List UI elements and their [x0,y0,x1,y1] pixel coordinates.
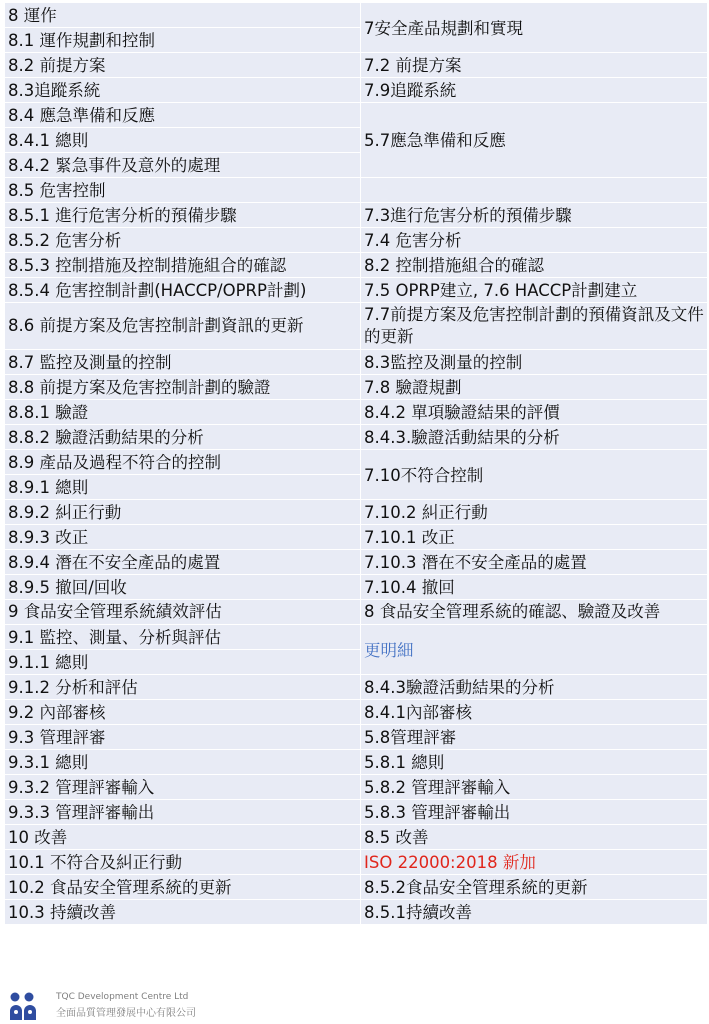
table-row [5,500,708,525]
iso2018-clause-cell: 9 食品安全管理系統績效評估 [5,600,361,625]
table-row [5,450,708,475]
iso2018-clause-cell: 9.3.3 管理評審輸出 [5,800,361,825]
iso2018-clause-cell: 8.8 前提方案及危害控制計劃的驗證 [5,375,361,400]
iso2005-clause-cell: 5.7應急準備和反應 [361,103,708,178]
iso2005-clause-cell: 7.10不符合控制 [361,450,708,500]
clause-comparison-table [4,2,708,925]
table-row [5,350,708,375]
iso2005-clause-cell: 7.7前提方案及危害控制計劃的預備資訊及文件的更新 [361,303,708,350]
iso2018-clause-cell: 8.9.4 潛在不安全產品的處置 [5,550,361,575]
table-row [5,700,708,725]
table-row [5,800,708,825]
iso2018-clause-cell: 9.1.1 總則 [5,650,361,675]
table-row [5,625,708,650]
table-row [5,825,708,850]
iso2018-clause-cell: 8.9.2 糾正行動 [5,500,361,525]
iso2018-clause-cell: 8.9 產品及過程不符合的控制 [5,450,361,475]
tqc-logo-icon [8,992,48,1022]
iso2005-clause-cell: 8.4.3.驗證活動結果的分析 [361,425,708,450]
table-row [5,725,708,750]
iso2018-clause-cell: 10.2 食品安全管理系統的更新 [5,875,361,900]
iso2005-clause-cell: 8.2 控制措施組合的確認 [361,253,708,278]
iso2018-clause-cell: 8.3追蹤系統 [5,78,361,103]
table-row [5,203,708,228]
company-name-zh: 全面品質管理發展中心有限公司 [56,1008,196,1019]
table-row [5,3,708,28]
iso2018-clause-cell: 8.8.1 驗證 [5,400,361,425]
iso2005-clause-cell: 8.4.2 單項驗證結果的評價 [361,400,708,425]
iso2018-clause-cell: 8.6 前提方案及危害控制計劃資訊的更新 [5,303,361,350]
iso2018-clause-cell: 8.2 前提方案 [5,53,361,78]
iso2018-clause-cell: 8.9.5 撤回/回收 [5,575,361,600]
iso2018-clause-cell: 9.2 內部審核 [5,700,361,725]
iso2018-clause-cell: 9.1.2 分析和評估 [5,675,361,700]
table-row [5,103,708,128]
table-row [5,900,708,925]
company-name-en: TQC Development Centre Ltd [56,992,189,1002]
iso2018-clause-cell: 8.5.4 危害控制計劃(HACCP/OPRP計劃) [5,278,361,303]
iso2018-clause-cell: 8.4 應急準備和反應 [5,103,361,128]
table-row [5,53,708,78]
table-row [5,375,708,400]
iso2018-clause-cell: 8.4.2 緊急事件及意外的處理 [5,153,361,178]
iso2005-clause-cell: 5.8.1 總則 [361,750,708,775]
table-row [5,303,708,350]
table-row [5,78,708,103]
table-row [5,875,708,900]
iso2005-clause-cell: 更明細 [361,625,708,675]
iso2018-clause-cell: 9.1 監控、測量、分析與評估 [5,625,361,650]
iso2018-clause-cell: 8.5.2 危害分析 [5,228,361,253]
table-row [5,600,708,625]
iso2005-clause-cell: 5.8管理評審 [361,725,708,750]
table-row [5,675,708,700]
iso2005-clause-cell: 7.3進行危害分析的預備步驟 [361,203,708,228]
table-row [5,525,708,550]
iso2005-clause-cell: 7.8 驗證規劃 [361,375,708,400]
iso2005-clause-cell: 7.5 OPRP建立, 7.6 HACCP計劃建立 [361,278,708,303]
iso2005-clause-cell: 8.4.3驗證活動結果的分析 [361,675,708,700]
table-row [5,253,708,278]
iso2005-clause-cell: 7.2 前提方案 [361,53,708,78]
iso2018-clause-cell: 8.5.3 控制措施及控制措施組合的確認 [5,253,361,278]
iso2005-clause-cell: 5.8.3 管理評審輸出 [361,800,708,825]
iso2018-clause-cell: 8.9.3 改正 [5,525,361,550]
iso2018-clause-cell: 8.4.1 總則 [5,128,361,153]
iso2018-clause-cell: 10 改善 [5,825,361,850]
iso2005-clause-cell: 8.4.1內部審核 [361,700,708,725]
footer [8,992,408,1022]
table-row [5,278,708,303]
iso2005-clause-cell: 8.5.2食品安全管理系統的更新 [361,875,708,900]
table-row [5,425,708,450]
table-row [5,550,708,575]
iso2005-clause-cell: 7.4 危害分析 [361,228,708,253]
iso2005-clause-cell: 7安全產品規劃和實現 [361,3,708,53]
iso2018-clause-cell: 8.8.2 驗證活動結果的分析 [5,425,361,450]
iso2018-clause-cell: 8.1 運作規劃和控制 [5,28,361,53]
iso2018-clause-cell: 9.3.2 管理評審輸入 [5,775,361,800]
iso2018-clause-cell: 10.1 不符合及糾正行動 [5,850,361,875]
iso2018-clause-cell: 9.3.1 總則 [5,750,361,775]
table-row [5,575,708,600]
iso2018-clause-cell: 8 運作 [5,3,361,28]
iso2005-clause-cell: ISO 22000:2018 新加 [361,850,708,875]
iso2005-clause-cell: 7.10.2 糾正行動 [361,500,708,525]
iso2005-clause-cell: 8.5 改善 [361,825,708,850]
iso2018-clause-cell: 8.5.1 進行危害分析的預備步驟 [5,203,361,228]
table-row [5,775,708,800]
iso2018-clause-cell: 9.3 管理評審 [5,725,361,750]
table-row [5,850,708,875]
iso2005-clause-cell: 8.5.1持續改善 [361,900,708,925]
iso2005-clause-cell: 8 食品安全管理系統的確認、驗證及改善 [361,600,708,625]
company-name [56,992,196,1020]
iso2005-clause-cell: 7.10.3 潛在不安全產品的處置 [361,550,708,575]
iso2005-clause-cell: 7.9追蹤系統 [361,78,708,103]
iso2005-clause-cell: 5.8.2 管理評審輸入 [361,775,708,800]
iso2005-clause-cell: 7.10.4 撤回 [361,575,708,600]
iso2018-clause-cell: 8.7 監控及測量的控制 [5,350,361,375]
iso2005-clause-cell: 8.3監控及測量的控制 [361,350,708,375]
table-row [5,750,708,775]
iso2005-clause-cell: 7.10.1 改正 [361,525,708,550]
iso2005-clause-cell [361,178,708,203]
iso2018-clause-cell: 8.9.1 總則 [5,475,361,500]
table-row [5,228,708,253]
iso2018-clause-cell: 8.5 危害控制 [5,178,361,203]
table-row [5,178,708,203]
table-body [5,3,708,925]
iso2018-clause-cell: 10.3 持續改善 [5,900,361,925]
table-row [5,400,708,425]
